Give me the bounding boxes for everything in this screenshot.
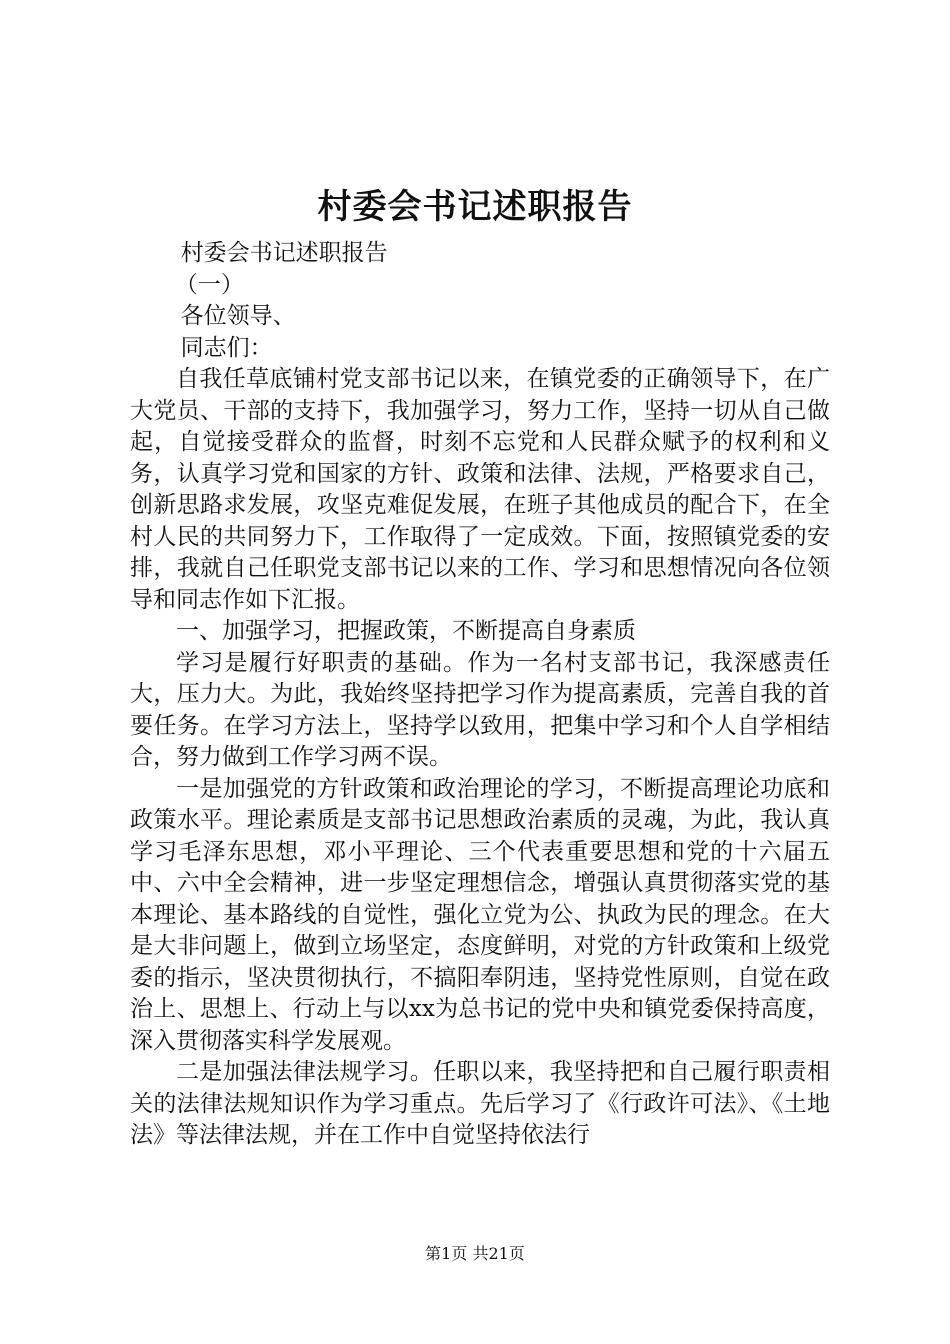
body-paragraph: 二是加强法律法规学习。任职以来，我坚持把和自己履行职责相关的法律法规知识作为学习重点。先后学习了《行政许可法》、《土地法》等法律法规，并在工作中自觉坚持依法行 (130, 1059, 830, 1148)
greeting-line-1: 各位领导、 (180, 303, 296, 329)
page-number-footer: 第1页 共21页 (425, 1244, 525, 1263)
body-paragraph: 自我任草底铺村党支部书记以来，在镇党委的正确领导下，在广大党员、干部的支持下，我加强学习，努力工作，坚持一切从自己做起，自觉接受群众的监督，时刻不忘党和人民群众赋予的权利和义务，认真学习党和国家的方针、政策和法律、法规，严格要求自己，创新思路求发展，攻坚克难促发展，在班子其他成员的配合下，在全村人民的共同努力下，工作取得了一定成效。下面，按照镇党委的安排，我就自己任职党支部书记以来的工作、学习和思想情况向各位领导和同志作如下汇报。 (130, 366, 830, 613)
body-paragraph: 一是加强党的方针政策和政治理论的学习，不断提高理论功底和政策水平。理论素质是支部书记思想政治素质的灵魂，为此，我认真学习毛泽东思想，邓小平理论、三个代表重要思想和党的十六届五中、六中全会精神，进一步坚定理想信念，增强认真贯彻落实党的基本理论、基本路线的自觉性，强化立党为公、执政为民的理念。在大是大非问题上，做到立场坚定，态度鲜明，对党的方针政策和上级党委的指示，坚决贯彻执行，不搞阳奉阴违，坚持党性原则，自觉在政治上、思想上、行动上与以xx为总书记的党中央和镇党委保持高度，深入贯彻落实科学发展观。 (130, 775, 830, 1054)
greeting-line-2: 同志们： (180, 334, 273, 361)
section-heading: 一、加强学习，把握政策，不断提高自身素质 (176, 618, 636, 644)
document-title: 村委会书记述职报告 (317, 187, 633, 227)
section-number: （一） (174, 271, 244, 298)
document-body (130, 238, 830, 1152)
body-paragraph: 学习是履行好职责的基础。作为一名村支部书记，我深感责任大，压力大。为此，我始终坚持把学习作为提高素质，完善自我的首要任务。在学习方法上，坚持学以致用，把集中学习和个人自学相结合，努力做到工作学习两不误。 (130, 649, 830, 770)
subtitle: 村委会书记述职报告 (180, 240, 388, 266)
